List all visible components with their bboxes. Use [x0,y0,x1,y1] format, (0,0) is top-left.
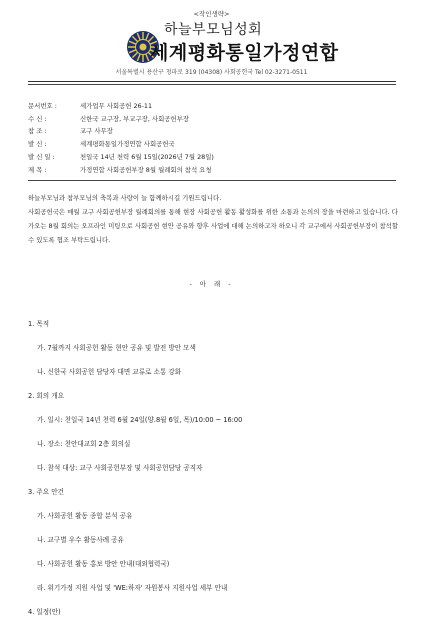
field-value: 교구 사무장 [80,127,113,136]
field-reference [28,125,398,138]
center-heading: - 아 래 - [189,280,234,288]
section-title: 3. 주요 안건 [28,488,64,496]
fields-rule [28,180,396,181]
section-title: 1. 목적 [28,320,50,328]
body-greeting: 하늘부모님과 참부모님의 축복과 사랑이 늘 함께하시길 기원드립니다. [28,194,222,202]
section-item: 다. 사회공헌 활동 홍보 방안 안내(대외협력국) [37,560,170,568]
section-item: 라. 위기가정 지원 사업 및 'WE:하자' 자원봉사 지원사업 세부 안내 [37,584,228,592]
field-value: 신한국 교구장, 부교구장, 사회공헌부장 [80,114,189,123]
section-item: 가. 일시: 천일국 14년 천력 6월 24일(양.8월 6일, 목)/10:00 ~ 16:00 [37,416,243,424]
field-sender [28,138,398,151]
field-value: 천일국 14년 천력 6월 15일(2026년 7월 28일) [80,152,214,161]
field-label: 참 조 : [28,127,47,136]
section-overview [28,384,398,480]
section-item: 나. 교구별 우수 활동사례 공유 [37,536,124,544]
field-value: 세계평화통일가정연합 사회공헌국 [80,140,175,149]
section-schedule [28,600,398,624]
section-title: 2. 회의 개요 [28,392,64,400]
field-value: 세가업무 사회공헌 26-11 [80,102,153,110]
section-title: 4. 일정(안) [28,608,61,616]
org-address: 서울특별시 용산구 청파로 319 (04308) 사회공헌국 Tel 02-3271-0511 [115,69,308,76]
header-rule-top [28,81,396,82]
org-name-top: 하늘부모님성회 [164,22,263,38]
body-text [28,191,398,247]
section-item: 나. 신한국 사회공헌 담당자 대면 교류로 소통 강화 [37,368,182,376]
section-item: 다. 참석 대상: 교구 사회공헌부장 및 사회공헌담당 공직자 [37,464,203,472]
field-subject [28,164,398,177]
field-label: 문서번호 : [28,102,57,110]
field-label: 제 목 : [28,165,47,174]
document-tag: <작인생략> [193,10,230,18]
section-item: 나. 장소: 천안대교회 2층 회의실 [37,440,131,448]
field-label: 발 신 일 : [28,152,55,161]
section-agenda [28,480,398,600]
section-item: 가. 7월까지 사회공헌 활동 현안 공유 및 발전 방안 모색 [37,344,196,352]
section-purpose [28,312,398,384]
body-paragraph: 사회공헌국은 매월 교구 사회공헌부장 월례회의를 통해 현장 사회공헌 활동 활성화를 위한 소통과 논의의 장을 마련하고 있습니다. 다가오는 8월 회의는 오프라인 미팅으로 사회공헌 현안 공유와 향후 사업에 대해 논의하고자 하오니 각 교구에서 사회공헌부장이 참석할 수 있도록 협조 부탁드립니다. [28,208,398,244]
header-fields [28,100,398,176]
field-value: 가정연합 사회공헌부장 8월 월례회의 참석 요청 [80,165,212,174]
field-label: 발 신 : [28,140,47,149]
field-recipient [28,113,398,126]
header-rule-bottom [28,84,396,85]
field-label: 수 신 : [28,114,47,123]
field-doc-number [28,100,398,113]
org-name-main: 세계평화통일가정연합 [150,42,339,64]
sections [28,312,398,624]
section-item: 가. 사회공헌 활동 종합 분석 공유 [37,512,133,520]
field-send-date [28,151,398,164]
